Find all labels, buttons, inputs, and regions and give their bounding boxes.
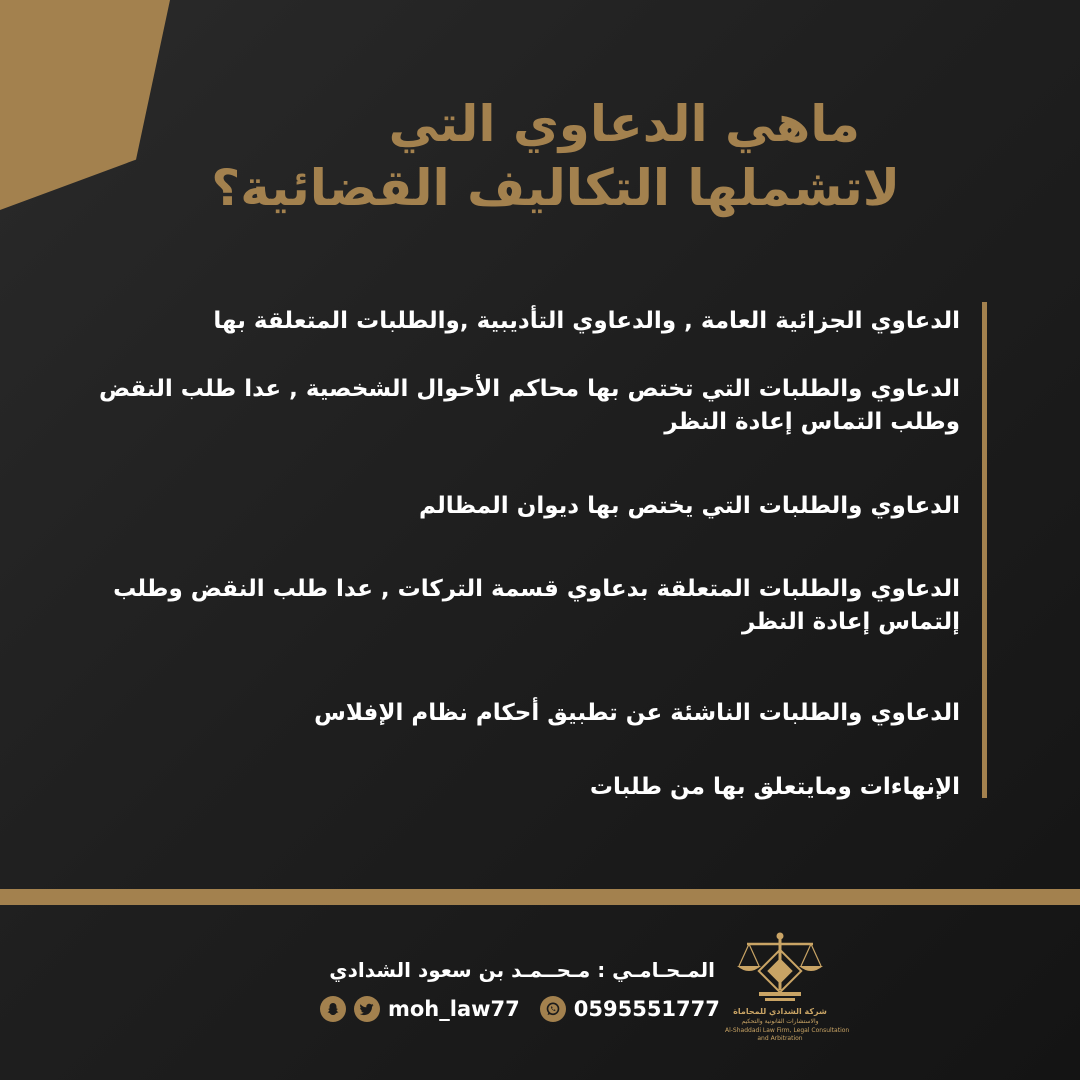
title-line-2: لاتشملها التكاليف القضائية؟	[211, 159, 900, 217]
logo-text-4: and Arbitration	[757, 1035, 803, 1042]
list-vertical-rule	[982, 302, 987, 798]
list-item-3: الدعاوي والطلبات التي يختص بها ديوان المظالم	[419, 493, 960, 519]
lawyer-name: المـحـامـي : مـحــمـد بن سعود الشدادي	[329, 958, 715, 982]
list-item-6: الإنهاءات ومايتعلق بها من طلبات	[589, 774, 960, 800]
snapchat-icon[interactable]	[320, 996, 346, 1022]
twitter-icon[interactable]	[354, 996, 380, 1022]
footer-divider-band	[0, 889, 1080, 905]
logo-text-2: والاستشارات القانونية والتحكيم	[741, 1018, 819, 1025]
list-item-4: الدعاوي والطلبات المتعلقة بدعاوي قسمة التركات , عدا طلب النقض وطلب إلتماس إعادة النظر	[113, 576, 960, 635]
logo-text-3: Al-Shaddadi Law Firm, Legal Consultation	[725, 1027, 850, 1034]
list-item-1: الدعاوي الجزائية العامة , والدعاوي التأديبية ,والطلبات المتعلقة بها	[213, 308, 960, 334]
page-title	[140, 92, 900, 220]
firm-logo	[725, 930, 850, 1045]
whatsapp-icon[interactable]	[540, 996, 566, 1022]
title-line-1: ماهي الدعاوي التي	[388, 95, 860, 153]
twitter-handle[interactable]: moh_law77	[388, 997, 520, 1021]
list-item-5: الدعاوي والطلبات الناشئة عن تطبيق أحكام نظام الإفلاس	[314, 700, 960, 726]
list-item-2: الدعاوي والطلبات التي تختص بها محاكم الأحوال الشخصية , عدا طلب النقض وطلب التماس إعادة النظر	[98, 376, 960, 435]
contact-row	[320, 993, 720, 1025]
phone-number[interactable]: 0595551777	[573, 997, 720, 1021]
logo-text-1: شركة الشدادي للمحاماة	[733, 1007, 827, 1016]
scales-logo-icon	[725, 930, 835, 1005]
